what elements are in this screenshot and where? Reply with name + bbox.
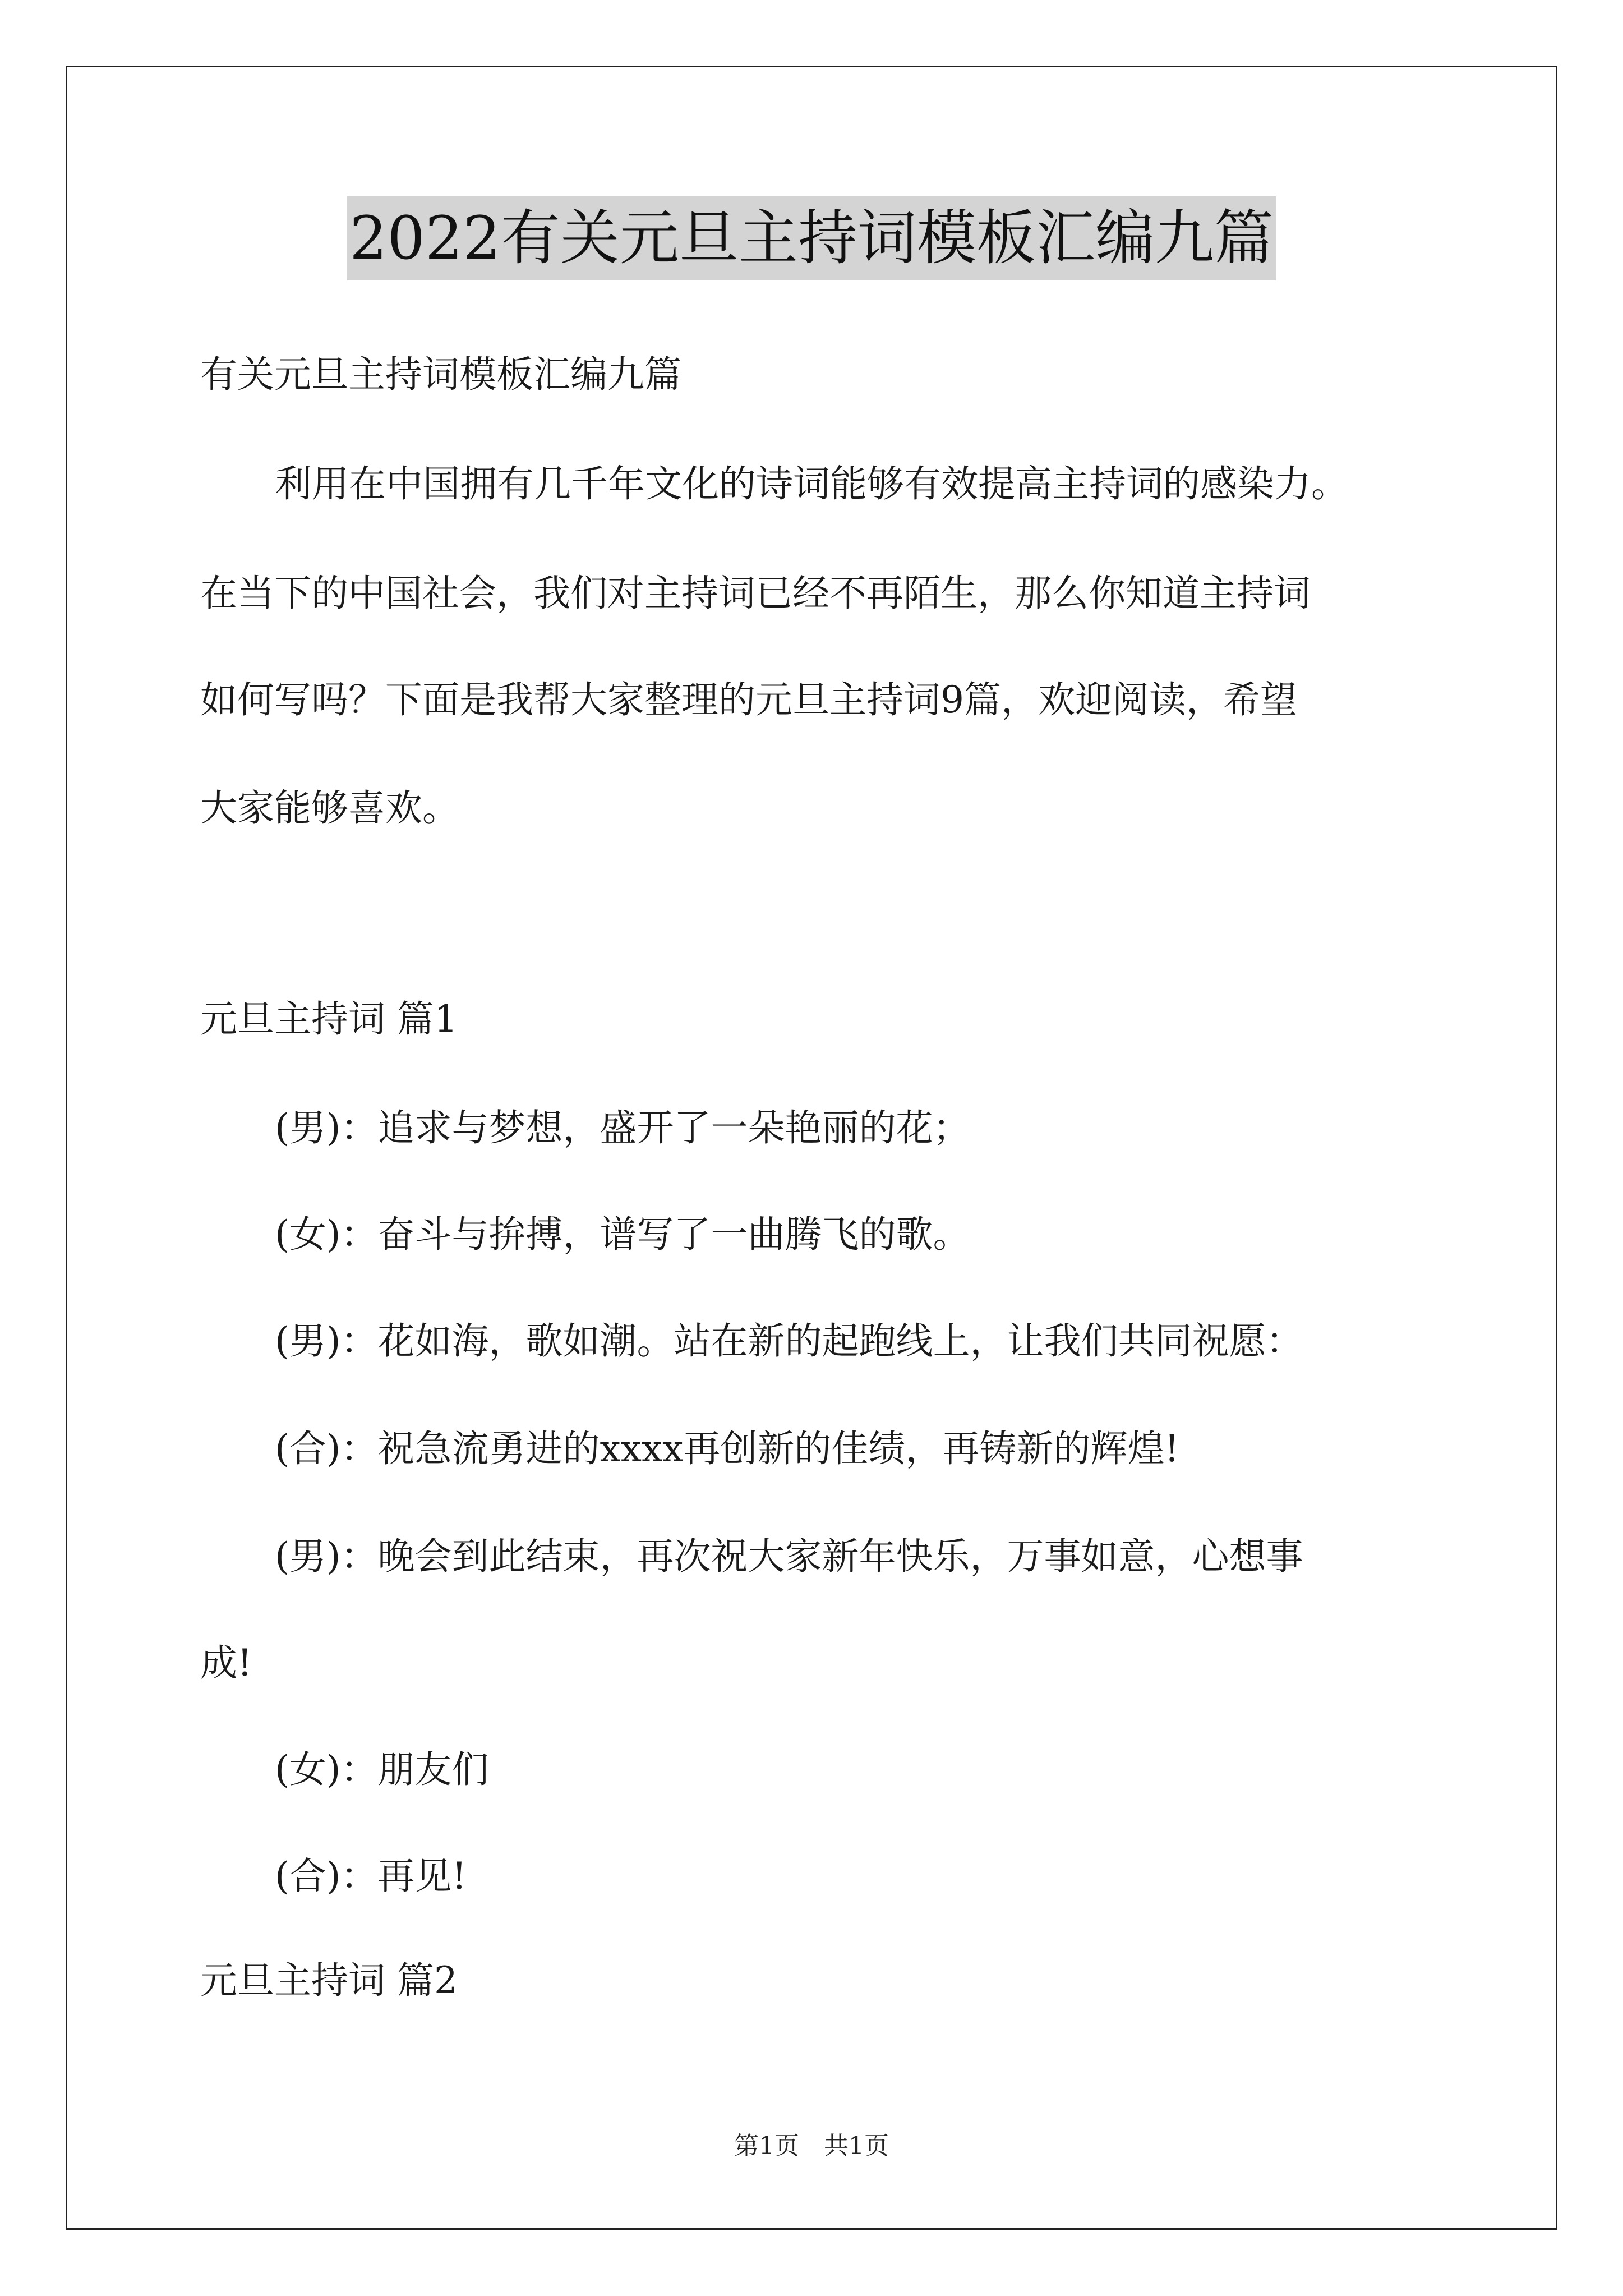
intro-line: 在当下的中国社会，我们对主持词已经不再陌生，那么你知道主持词 xyxy=(200,572,1311,615)
section-heading: 元旦主持词 篇2 xyxy=(200,1959,458,2002)
dialogue-line: (男)：晚会到此结束，再次祝大家新年快乐，万事如意，心想事 xyxy=(275,1535,1303,1578)
intro-line: 如何写吗？下面是我帮大家整理的元旦主持词9篇，欢迎阅读，希望 xyxy=(200,678,1297,721)
dialogue-line: 成! xyxy=(200,1641,252,1685)
intro-line: 利用在中国拥有几千年文化的诗词能够有效提高主持词的感染力。 xyxy=(275,462,1348,505)
dialogue-line: (男)：追求与梦想，盛开了一朵艳丽的花； xyxy=(275,1106,970,1149)
dialogue-line: (女)：朋友们 xyxy=(275,1748,489,1791)
document-title: 2022有关元旦主持词模板汇编九篇 xyxy=(347,196,1276,280)
dialogue-line: (合)：祝急流勇进的xxxx再创新的佳绩，再铸新的辉煌! xyxy=(275,1427,1179,1470)
title-container xyxy=(0,196,1623,280)
page-footer: 第1页 共1页 xyxy=(734,2132,889,2160)
dialogue-line: (女)：奋斗与拚搏，谱写了一曲腾飞的歌。 xyxy=(275,1213,970,1256)
dialogue-line: (合)：再见! xyxy=(275,1855,467,1898)
document-subtitle: 有关元旦主持词模板汇编九篇 xyxy=(200,353,681,396)
intro-line: 大家能够喜欢。 xyxy=(200,786,459,830)
dialogue-line: (男)：花如海，歌如潮。站在新的起跑线上，让我们共同祝愿： xyxy=(275,1319,1303,1363)
section-heading: 元旦主持词 篇1 xyxy=(200,997,458,1041)
